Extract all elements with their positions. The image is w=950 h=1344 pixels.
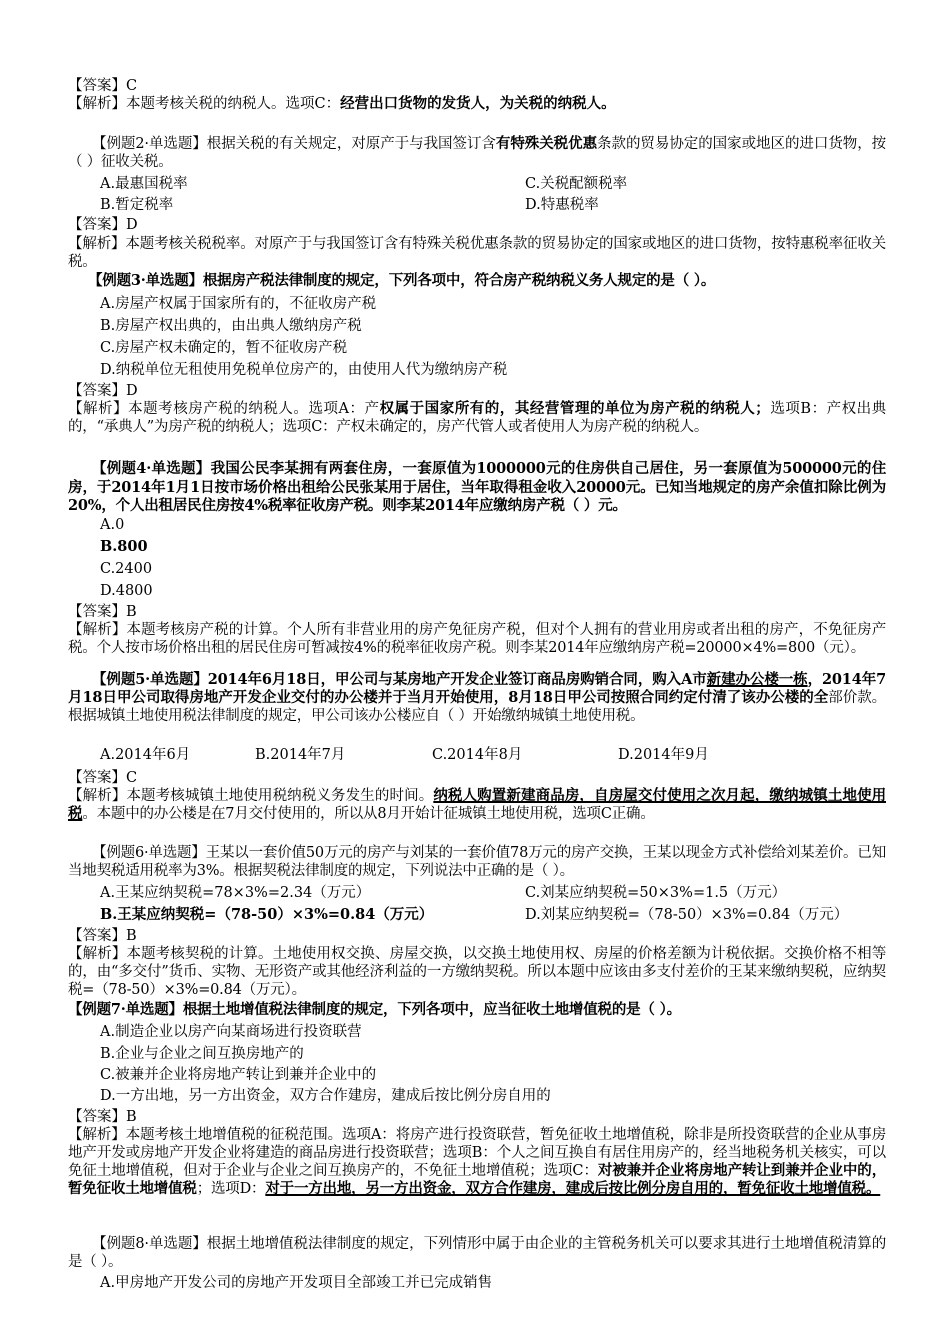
text: 【解析】本题考核房产税的纳税人。选项A：产 (68, 401, 380, 417)
question-5-stem (68, 671, 886, 725)
bold-text: 经营出口货物的发货人，为关税的纳税人。 (340, 95, 616, 112)
question-8-stem: 【例题8·单选题】根据土地增值税法律制度的规定，下列情形中属于由企业的主管税务机关可以要求其进行土地增值税清算的是（ ）。 (68, 1236, 886, 1270)
q2-option-c: C.关税配额税率 (525, 176, 628, 192)
q7-option-c: C.被兼并企业将房地产转让到兼并企业中的 (100, 1067, 377, 1083)
explanation-7 (68, 1126, 886, 1198)
q4-option-a: A.0 (100, 517, 125, 533)
q4-option-d: D.4800 (100, 583, 153, 599)
q5-option-c: C.2014年8月 (432, 747, 523, 763)
text: 部价款。根据城镇土地使用税法律制度的规定，甲公司该办公楼应自（ ）开始缴纳城镇土地使用税。 (68, 690, 886, 724)
text: 【解析】本题考核关税的纳税人。选项C： (68, 96, 341, 112)
question-3-stem: 【例题3·单选题】根据房产税法律制度的规定，下列各项中，符合房产税纳税义务人规定的是（ ）。 (88, 272, 716, 289)
q2-option-d: D.特惠税率 (525, 197, 599, 213)
explanation-4: 【解析】本题考核房产税的计算。个人所有非营业用的房产免征房产税，但对个人拥有的营业用房或者出租的房产，不免征房产税。个人按市场价格出租的居民住房可暂减按4%的税率征收房产税。则李某2014年应缴纳房产税=20000×4%=800（元）。 (68, 622, 886, 656)
q6-option-a: A.王某应纳契税=78×3%=2.34（万元） (100, 885, 371, 901)
q6-option-c: C.刘某应纳契税=50×3%=1.5（万元） (525, 885, 787, 901)
q7-option-d: D.一方出地，另一方出资金，双方合作建房，建成后按比例分房自用的 (100, 1088, 551, 1104)
q2-option-b: B.暂定税率 (100, 197, 174, 213)
q5-option-d: D.2014年9月 (618, 747, 709, 763)
bold-text: ，2014年7月18日甲公司取得房地产开发企业交付的办公楼并于当月开始使用，8月18日甲公司按照合同约定付清了该办公楼的全 (68, 671, 887, 706)
text: ；选项D： (196, 1181, 266, 1197)
question-4-stem: 【例题4·单选题】我国公民李某拥有两套住房，一套原值为1000000元的住房供自己居住，另一套原值为500000元的住房，于2014年1月1日按市场价格出租给公民张某用于居住，当年取得租金收入20000元。已知当地规定的房产余值扣除比例为20%，个人出租居民住房按4%税率征收房产税。则李某2014年应缴纳房产税（ ）元。 (68, 460, 886, 514)
q6-option-b: B.王某应纳契税=（78-50）×3%=0.84（万元） (100, 906, 434, 923)
text: 。本题中的办公楼是在7月交付使用的，所以从8月开始计征城镇土地使用税，选项C正确。 (82, 806, 655, 822)
q4-option-c: C.2400 (100, 561, 153, 577)
text: 【解析】本题考核土地增值税的征税范围。选项A：将房产进行投资联营，暂免征收土地增值税，除非是所投资联营的企业从事房地产开发或房地产开发企业将建造的商品房进行投资联营；选项B：个人之间互换自有居住用房产的，经当地税务机关核实，可以免征土地增值税，但对于企业与企业之间互换房产的，不免征土地增值税；选项C： (68, 1127, 886, 1179)
q3-option-a: A.房屋产权属于国家所有的，不征收房产税 (100, 296, 377, 312)
answer-7: 【答案】B (68, 1109, 137, 1125)
bold-text: 【例题5·单选题】2014年6月18日，甲公司与某房地产开发企业签订商品房购销合同，购入A市 (92, 671, 707, 688)
q2-option-a: A.最惠国税率 (100, 176, 188, 192)
explanation-3 (68, 400, 886, 436)
answer-2: 【答案】D (68, 217, 138, 233)
q3-option-b: B.房屋产权出典的，由出典人缴纳房产税 (100, 318, 362, 334)
q8-option-a: A.甲房地产开发公司的房地产开发项目全部竣工并已完成销售 (100, 1275, 493, 1291)
answer-1: 【答案】C (68, 78, 138, 94)
q4-option-b: B.800 (100, 538, 148, 555)
answer-4: 【答案】B (68, 604, 137, 620)
underlined-text: 新建办公楼一栋 (706, 671, 808, 688)
question-7-stem: 【例题7·单选题】根据土地增值税法律制度的规定，下列各项中，应当征收土地增值税的是（ ）。 (68, 1001, 681, 1018)
q3-option-c: C.房屋产权未确定的，暂不征收房产税 (100, 340, 348, 356)
q5-option-a: A.2014年6月 (100, 747, 191, 763)
text: 【解析】本题考核城镇土地使用税纳税义务发生的时间。 (68, 788, 434, 804)
answer-3: 【答案】D (68, 383, 138, 399)
q7-option-a: A.制造企业以房产向某商场进行投资联营 (100, 1024, 362, 1040)
question-2-stem (68, 135, 886, 171)
q6-option-d: D.刘某应纳契税=（78-50）×3%=0.84（万元） (525, 907, 849, 923)
q5-option-b: B.2014年7月 (255, 747, 346, 763)
underlined-text: 对于一方出地，另一方出资金，双方合作建房，建成后按比例分房自用的，暂免征收土地增值税。 (265, 1180, 881, 1197)
text: 选项B：产权出典的，“承典人”为房产税的纳税人；选项C：产权未确定的，房产代管人或者使用人为房产税的纳税人。 (68, 401, 886, 435)
q7-option-b: B.企业与企业之间互换房地产的 (100, 1046, 304, 1062)
bold-text: 权属于国家所有的，其经营管理的单位为房产税的纳税人； (379, 400, 770, 417)
q3-option-d: D.纳税单位无租使用免税单位房产的，由使用人代为缴纳房产税 (100, 362, 508, 378)
explanation-6: 【解析】本题考核契税的计算。土地使用权交换、房屋交换，以交换土地使用权、房屋的价格差额为计税依据。交换价格不相等的，由“多交付”货币、实物、无形资产或其他经济利益的一方缴纳契税。所以本题中应该由多支付差价的王某来缴纳契税，应纳契税=（78-50）×3%=0.84（万元）。 (68, 946, 886, 998)
text: 【例题2·单选题】根据关税的有关规定，对原产于与我国签订含 (92, 136, 496, 152)
bold-text: 对被兼并企业将房地产转让到兼并企业中的，暂免征收土地增值税 (68, 1162, 886, 1197)
text: 条款的贸易协定的国家或地区的进口货物，按（ ）征收关税。 (68, 136, 886, 170)
answer-5: 【答案】C (68, 770, 138, 786)
explanation-2: 【解析】本题考核关税税率。对原产于与我国签订含有特殊关税优惠条款的贸易协定的国家或地区的进口货物，按特惠税率征收关税。 (68, 236, 886, 270)
answer-6: 【答案】B (68, 928, 137, 944)
explanation-1 (68, 95, 616, 113)
question-6-stem: 【例题6·单选题】王某以一套价值50万元的房产与刘某的一套价值78万元的房产交换，王某以现金方式补偿给刘某差价。已知当地契税适用税率为3%。根据契税法律制度的规定，下列说法中正确的是（ ）。 (68, 845, 886, 879)
underlined-text: 纳税人购置新建商品房，自房屋交付使用之次月起，缴纳城镇土地使用税 (68, 787, 886, 822)
explanation-5 (68, 787, 886, 823)
bold-text: 有特殊关税优惠 (495, 135, 598, 152)
